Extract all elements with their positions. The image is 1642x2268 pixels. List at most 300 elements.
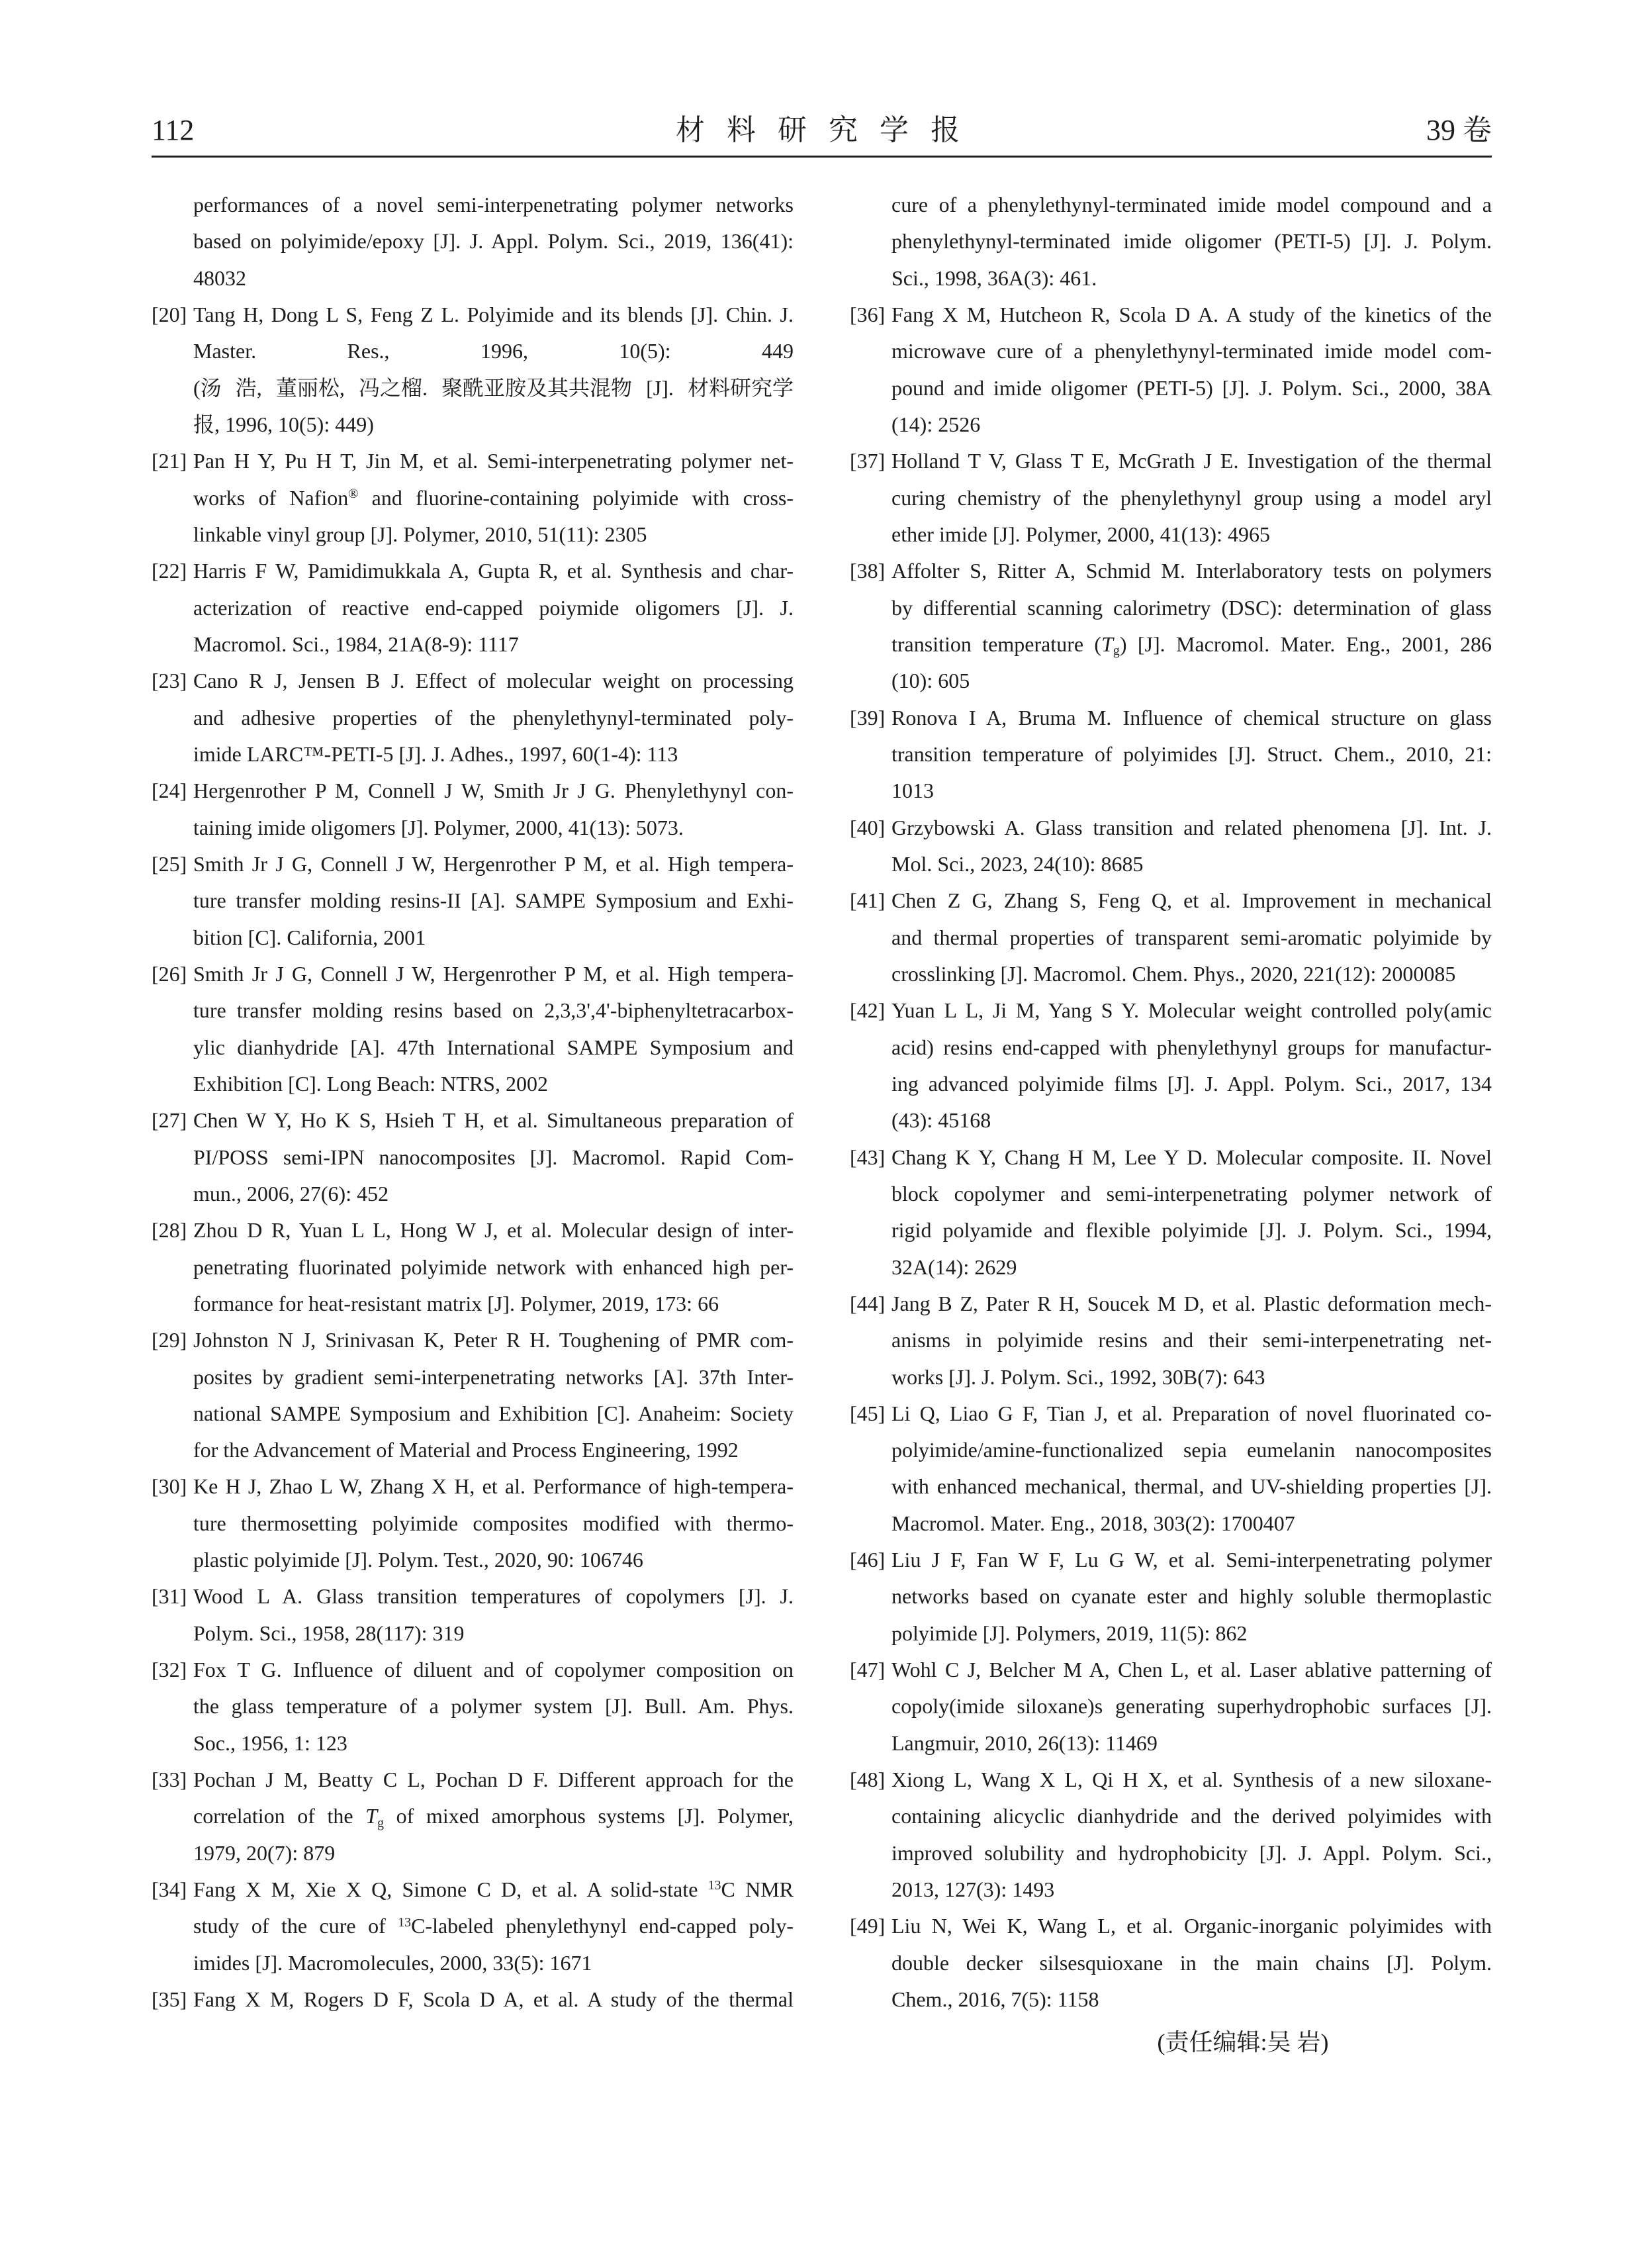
reference-line-text: Pan H Y, Pu H T, Jin M, et al. Semi-interpenetrating polymer net- <box>193 449 794 473</box>
reference-line <box>850 480 1492 516</box>
reference-line <box>850 1139 1492 1176</box>
reference-line-text: microwave cure of a phenylethynyl-terminated imide model com- <box>891 339 1492 363</box>
reference-line-box <box>891 480 1492 516</box>
reference-line-box <box>891 920 1492 956</box>
reference-line-text: Affolter S, Ritter A, Schmid M. Interlaboratory tests on polymers <box>891 559 1492 583</box>
reference-line-text: Johnston N J, Srinivasan K, Peter R H. Toughening of PMR com- <box>193 1328 794 1352</box>
header-rule <box>152 156 1492 158</box>
reference-line <box>152 920 794 956</box>
reference-line-box <box>193 1029 794 1066</box>
volume-label: 39 卷 <box>1426 114 1492 146</box>
reference-number: [25] <box>152 851 187 876</box>
reference-line-box <box>193 1652 794 1688</box>
reference-line <box>152 1029 794 1066</box>
reference-line-text: Fang X M, Hutcheon R, Scola D A. A study of the kinetics of the <box>891 302 1492 326</box>
reference-line-box <box>891 370 1492 406</box>
reference-line-text: Soc., 1956, 1: 123 <box>193 1730 347 1755</box>
superscript: 13 <box>398 1914 412 1930</box>
reference-line <box>152 1249 794 1286</box>
reference-line <box>152 700 794 736</box>
reference-line <box>850 553 1492 589</box>
reference-line-text: ylic dianhydride [A]. 47th International SAMPE Symposium and <box>193 1035 794 1059</box>
reference-line-box <box>193 1871 794 1908</box>
reference-line-text: and thermal properties of transparent semi-aromatic polyimide by <box>891 925 1492 949</box>
reference-line-text: imides [J]. Macromolecules, 2000, 33(5): 1671 <box>193 1950 592 1975</box>
reference-number: [48] <box>850 1768 886 1792</box>
reference-line <box>850 1359 1492 1395</box>
reference-line-box <box>193 1688 794 1725</box>
reference-line-text: containing alicyclic dianhydride and the derived polyimides with <box>891 1804 1492 1828</box>
reference-line <box>152 223 794 260</box>
reference-line-text: acid) resins end-capped with phenylethynyl groups for manufactur- <box>891 1035 1492 1059</box>
reference-line-box <box>891 1176 1492 1212</box>
reference-line <box>850 882 1492 919</box>
reference-line <box>850 370 1492 406</box>
reference-number: [42] <box>850 998 886 1023</box>
reference-line <box>850 1395 1492 1432</box>
reference-line <box>850 1212 1492 1249</box>
reference-line <box>152 1542 794 1578</box>
superscript: 13 <box>707 1878 721 1893</box>
reference-line <box>850 1688 1492 1725</box>
italic-symbol: T <box>1101 632 1113 656</box>
reference-line-box <box>891 773 1492 809</box>
reference-line-text: Grzybowski A. Glass transition and related phenomena [J]. Int. J. <box>891 815 1492 839</box>
reference-line <box>152 260 794 297</box>
reference-line <box>152 1322 794 1358</box>
reference-number: [22] <box>152 559 187 583</box>
reference-line-text: Liu J F, Fan W F, Lu G W, et al. Semi-interpenetrating polymer <box>891 1548 1492 1572</box>
reference-line-text: Ke H J, Zhao L W, Zhang X H, et al. Performance of high-tempera- <box>193 1474 794 1499</box>
reference-line <box>152 846 794 882</box>
reference-line-box <box>193 663 794 699</box>
reference-line <box>152 882 794 919</box>
reference-line <box>850 443 1492 479</box>
reference-line <box>152 736 794 773</box>
reference-line <box>152 1688 794 1725</box>
reference-line-box <box>891 1432 1492 1468</box>
reference-line-text: Fang X M, Rogers D F, Scola D A, et al. A study of the thermal <box>193 1987 794 2012</box>
reference-line-box <box>891 1762 1492 1798</box>
reference-line-box <box>891 1029 1492 1066</box>
reference-number: [46] <box>850 1548 886 1572</box>
reference-line-text: 1013 <box>891 779 934 803</box>
reference-line <box>850 1286 1492 1322</box>
reference-line <box>152 406 794 443</box>
reference-line <box>850 1249 1492 1286</box>
reference-line-text: 报, 1996, 10(5): 449) <box>193 412 374 436</box>
reference-line-box <box>891 406 1492 443</box>
reference-line <box>152 956 794 992</box>
reference-line-box <box>193 736 794 773</box>
reference-number: [20] <box>152 302 187 326</box>
reference-line-box <box>891 297 1492 333</box>
reference-line-text: Smith Jr J G, Connell J W, Hergenrother P M, et al. High tempera- <box>193 961 794 986</box>
reference-line-box <box>193 370 794 406</box>
reference-line-box <box>891 516 1492 553</box>
reference-line-box <box>891 882 1492 919</box>
reference-line-text: performances of a novel semi-interpenetrating polymer networks <box>193 193 794 216</box>
reference-line-text: bition [C]. California, 2001 <box>193 925 426 949</box>
reference-line-text: ture transfer molding resins based on 2,3,3',4'-biphenyltetracarbox- <box>193 998 794 1023</box>
reference-line-text: Chang K Y, Chang H M, Lee Y D. Molecular composite. II. Novel <box>891 1145 1492 1169</box>
reference-line <box>850 1176 1492 1212</box>
reference-line-box <box>891 553 1492 589</box>
reference-line-text: Harris F W, Pamidimukkala A, Gupta R, et al. Synthesis and char- <box>193 559 794 583</box>
reference-line <box>850 1029 1492 1066</box>
reference-line-text: Mol. Sci., 2023, 24(10): 8685 <box>891 851 1144 876</box>
reference-line-text: formance for heat-resistant matrix [J]. Polymer, 2019, 173: 66 <box>193 1291 719 1315</box>
reference-line-box <box>193 590 794 626</box>
reference-line <box>152 516 794 553</box>
reference-line-box <box>891 1468 1492 1505</box>
reference-line-box <box>891 1322 1492 1358</box>
reference-number: [45] <box>850 1401 886 1425</box>
reference-line-box <box>891 1066 1492 1102</box>
italic-symbol: T <box>365 1804 378 1828</box>
reference-line-text: national SAMPE Symposium and Exhibition [C]. Anaheim: Society <box>193 1401 794 1425</box>
reference-line <box>152 1359 794 1395</box>
reference-line-box <box>891 187 1492 223</box>
reference-line-text: Master. Res., 1996, 10(5): 449 <box>193 339 794 363</box>
reference-number: [30] <box>152 1474 187 1499</box>
reference-line-box <box>193 882 794 919</box>
reference-line-box <box>193 1798 794 1834</box>
reference-line-text: linkable vinyl group [J]. Polymer, 2010, 51(11): 2305 <box>193 522 647 546</box>
reference-line <box>850 406 1492 443</box>
reference-line-text: Hergenrother P M, Connell J W, Smith Jr J G. Phenylethynyl con- <box>193 779 794 803</box>
reference-line-text: acterization of reactive end-capped poiymide oligomers [J]. J. <box>193 595 794 620</box>
reference-line <box>152 1578 794 1615</box>
reference-line-text: Fox T G. Influence of diluent and of copolymer composition on <box>193 1658 794 1682</box>
reference-line <box>152 1212 794 1249</box>
reference-number: [43] <box>850 1145 886 1169</box>
reference-line-box <box>891 260 1492 297</box>
reference-line <box>850 1066 1492 1102</box>
reference-line <box>152 626 794 663</box>
reference-line-text: Cano R J, Jensen B J. Effect of molecular weight on processing <box>193 669 794 693</box>
reference-line <box>850 187 1492 223</box>
reference-line <box>152 333 794 369</box>
reference-line <box>152 1762 794 1798</box>
reference-line-text: Chem., 2016, 7(5): 1158 <box>891 1987 1099 2012</box>
reference-line-text: Macromol. Sci., 1984, 21A(8-9): 1117 <box>193 632 519 656</box>
reference-line-box <box>891 1395 1492 1432</box>
reference-line-text: Zhou D R, Yuan L L, Hong W J, et al. Molecular design of inter- <box>193 1218 794 1243</box>
reference-line-text: block copolymer and semi-interpenetrating polymer network of <box>891 1181 1492 1205</box>
reference-line <box>850 1432 1492 1468</box>
reference-number: [38] <box>850 559 886 583</box>
reference-line-text: rigid polyamide and flexible polyimide [J]. J. Polym. Sci., 1994, <box>891 1218 1492 1243</box>
reference-line-text: polyimide [J]. Polymers, 2019, 11(5): 862 <box>891 1621 1248 1645</box>
reference-line <box>152 1176 794 1212</box>
reference-number: [49] <box>850 1914 886 1938</box>
reference-line-box <box>193 1432 794 1468</box>
reference-line-box <box>193 1981 794 2018</box>
text-run: correlation of the <box>193 1804 366 1828</box>
reference-line <box>152 992 794 1029</box>
reference-line-text: cure of a phenylethynyl-terminated imide model compound and a <box>891 193 1492 216</box>
text-run: C NMR <box>721 1877 794 1902</box>
reference-line-text: ether imide [J]. Polymer, 2000, 41(13): 4965 <box>891 522 1270 546</box>
reference-line <box>152 1871 794 1908</box>
reference-line-text: Polym. Sci., 1958, 28(117): 319 <box>193 1621 465 1645</box>
reference-line-text: 2013, 127(3): 1493 <box>891 1877 1055 1902</box>
reference-line <box>152 1468 794 1505</box>
reference-line-box <box>891 736 1492 773</box>
reference-line-box <box>891 1908 1492 1944</box>
reference-line-box <box>193 333 794 369</box>
reference-line-text: Macromol. Mater. Eng., 2018, 303(2): 1700407 <box>891 1511 1295 1535</box>
reference-number: [34] <box>152 1877 187 1902</box>
reference-line-text: copoly(imide siloxane)s generating superhydrophobic surfaces [J]. <box>891 1694 1492 1719</box>
reference-number: [41] <box>850 888 886 913</box>
reference-line-text: curing chemistry of the phenylethynyl group using a model aryl <box>891 485 1492 510</box>
reference-line-text: networks based on cyanate ester and highly soluble thermoplastic <box>891 1584 1492 1609</box>
reference-number: [36] <box>850 302 886 326</box>
reference-line-box <box>193 1102 794 1139</box>
reference-number: [40] <box>850 815 886 839</box>
reference-line <box>152 1066 794 1102</box>
reference-line-text: Wood L A. Glass transition temperatures of copolymers [J]. J. <box>193 1584 794 1609</box>
reference-line <box>152 773 794 809</box>
reference-line-text: mun., 2006, 27(6): 452 <box>193 1181 389 1205</box>
reference-line-box <box>891 1578 1492 1615</box>
superscript: ® <box>348 486 359 501</box>
reference-line <box>850 297 1492 333</box>
reference-line <box>850 920 1492 956</box>
reference-line-text: Li Q, Liao G F, Tian J, et al. Preparation of novel fluorinated co- <box>891 1401 1492 1425</box>
reference-line-text: anisms in polyimide resins and their semi-interpenetrating net- <box>891 1328 1492 1352</box>
reference-line-text: phenylethynyl-terminated imide oligomer (PETI-5) [J]. J. Polym. <box>891 229 1492 254</box>
reference-line-text: (汤 浩, 董丽松, 冯之榴. 聚酰亚胺及其共混物 [J]. 材料研究学 <box>193 375 794 400</box>
responsible-editor-note: (责任编辑:吴 岩) <box>1157 2029 1329 2055</box>
reference-line-box <box>193 1615 794 1652</box>
reference-line-box <box>193 1359 794 1395</box>
reference-line <box>850 810 1492 846</box>
reference-line-box <box>193 443 794 479</box>
reference-line <box>850 956 1492 992</box>
reference-line <box>152 1652 794 1688</box>
reference-line-box <box>891 1505 1492 1542</box>
reference-line <box>850 1615 1492 1652</box>
reference-line-text <box>193 480 794 516</box>
reference-number: [28] <box>152 1218 187 1243</box>
reference-line-text: penetrating fluorinated polyimide network with enhanced high per- <box>193 1254 794 1279</box>
reference-column-right <box>850 187 1492 2018</box>
reference-line-box <box>193 992 794 1029</box>
reference-line-text: ture thermosetting polyimide composites modified with thermo- <box>193 1511 794 1535</box>
reference-line-box <box>891 1102 1492 1139</box>
reference-line-text: ture transfer molding resins-II [A]. SAMPE Symposium and Exhi- <box>193 888 794 913</box>
reference-line-box <box>891 1139 1492 1176</box>
reference-number: [44] <box>850 1291 886 1315</box>
reference-line-text: pound and imide oligomer (PETI-5) [J]. J. Polym. Sci., 2000, 38A <box>891 375 1492 400</box>
reference-line-box <box>193 1176 794 1212</box>
reference-number: [33] <box>152 1768 187 1792</box>
reference-line-box <box>891 1652 1492 1688</box>
reference-line-box <box>891 846 1492 882</box>
reference-line-text: Sci., 1998, 36A(3): 461. <box>891 265 1097 290</box>
reference-line-box <box>193 1578 794 1615</box>
reference-line <box>850 1468 1492 1505</box>
reference-line-box <box>891 810 1492 846</box>
reference-line-box <box>193 516 794 553</box>
text-run: study of the cure of <box>193 1914 398 1938</box>
reference-line-box <box>193 1249 794 1286</box>
reference-line-box <box>891 626 1492 663</box>
journal-title: 材 料 研 究 学 报 <box>676 114 967 146</box>
reference-line <box>850 1505 1492 1542</box>
reference-line-box <box>891 663 1492 699</box>
reference-line-text: PI/POSS semi-IPN nanocomposites [J]. Macromol. Rapid Com- <box>193 1145 794 1169</box>
reference-line-box <box>193 480 794 516</box>
reference-line-text: Holland T V, Glass T E, McGrath J E. Investigation of the thermal <box>891 449 1492 473</box>
reference-line <box>850 1835 1492 1871</box>
reference-line-box <box>193 1762 794 1798</box>
reference-line-text: Wohl C J, Belcher M A, Chen L, et al. Laser ablative patterning of <box>891 1658 1492 1682</box>
reference-line-box <box>193 920 794 956</box>
reference-line-text: based on polyimide/epoxy [J]. J. Appl. Polym. Sci., 2019, 136(41): <box>193 229 794 254</box>
reference-line <box>152 1395 794 1432</box>
reference-line <box>850 626 1492 663</box>
reference-line <box>152 1286 794 1322</box>
reference-number: [32] <box>152 1658 187 1682</box>
reference-line-text: posites by gradient semi-interpenetrating networks [A]. 37th Inter- <box>193 1364 794 1389</box>
text-run: transition temperature ( <box>891 632 1102 656</box>
reference-line-text: (10): 605 <box>891 669 970 693</box>
reference-number: [23] <box>152 669 187 693</box>
reference-line-box <box>193 1505 794 1542</box>
text-run: of mixed amorphous systems [J]. Polymer, <box>384 1804 794 1828</box>
reference-line-box <box>891 956 1492 992</box>
reference-line-box <box>891 1615 1492 1652</box>
reference-line-text: for the Advancement of Material and Process Engineering, 1992 <box>193 1438 739 1462</box>
reference-line <box>152 1798 794 1834</box>
reference-number: [37] <box>850 449 886 473</box>
reference-line-box <box>891 1835 1492 1871</box>
reference-line-box <box>193 1286 794 1322</box>
reference-line-text: double decker silsesquioxane in the main chains [J]. Polym. <box>891 1950 1492 1975</box>
reference-line-text: Chen W Y, Ho K S, Hsieh T H, et al. Simultaneous preparation of <box>193 1108 794 1133</box>
reference-number: [35] <box>152 1987 187 2012</box>
reference-line <box>152 590 794 626</box>
reference-column-left <box>152 187 794 2018</box>
reference-line <box>152 1432 794 1468</box>
reference-line <box>850 1102 1492 1139</box>
reference-line-text: ing advanced polyimide films [J]. J. Appl. Polym. Sci., 2017, 134 <box>891 1071 1492 1096</box>
reference-line-box <box>193 297 794 333</box>
reference-line-box <box>193 1395 794 1432</box>
reference-line-text: Ronova I A, Bruma M. Influence of chemical structure on glass <box>891 705 1492 730</box>
text-run: ) [J]. Macromol. Mater. Eng., 2001, 286 <box>1119 632 1492 656</box>
reference-line <box>850 1798 1492 1834</box>
reference-line <box>152 1725 794 1762</box>
reference-line-text: by differential scanning calorimetry (DSC): determination of glass <box>891 595 1492 620</box>
reference-line <box>850 1871 1492 1908</box>
reference-line-text: plastic polyimide [J]. Polym. Test., 2020, 90: 106746 <box>193 1548 643 1572</box>
reference-line-text: works [J]. J. Polym. Sci., 1992, 30B(7): 643 <box>891 1364 1265 1389</box>
reference-line-text <box>193 1798 794 1834</box>
reference-line-text: with enhanced mechanical, thermal, and UV-shielding properties [J]. <box>891 1474 1492 1499</box>
reference-line <box>850 1652 1492 1688</box>
reference-line-box <box>891 1542 1492 1578</box>
reference-line-text: (43): 45168 <box>891 1108 991 1133</box>
reference-line-box <box>891 590 1492 626</box>
page-number: 112 <box>152 114 195 146</box>
reference-line-text: 48032 <box>193 265 246 290</box>
reference-number: [29] <box>152 1328 187 1352</box>
reference-line-text: taining imide oligomers [J]. Polymer, 2000, 41(13): 5073. <box>193 815 684 839</box>
subscript: g <box>1113 643 1120 659</box>
reference-line-box <box>891 1725 1492 1762</box>
reference-line-text: imide LARC™-PETI-5 [J]. J. Adhes., 1997, 60(1-4): 113 <box>193 741 678 766</box>
reference-line-box <box>193 1908 794 1944</box>
reference-line-text: Tang H, Dong L S, Feng Z L. Polyimide and its blends [J]. Chin. J. <box>193 302 794 326</box>
reference-line-text: and adhesive properties of the phenylethynyl-terminated poly- <box>193 705 794 730</box>
reference-line-box <box>193 773 794 809</box>
reference-number: [39] <box>850 705 886 730</box>
reference-line <box>152 370 794 406</box>
reference-line-box <box>891 1981 1492 2018</box>
text-run: Fang X M, Xie X Q, Simone C D, et al. A solid-state <box>193 1877 708 1902</box>
reference-line-box <box>193 1066 794 1102</box>
reference-line-box <box>193 187 794 223</box>
reference-line-box <box>193 553 794 589</box>
reference-line-box <box>193 700 794 736</box>
reference-line <box>850 700 1492 736</box>
reference-line-box <box>193 1835 794 1871</box>
reference-line-box <box>193 1322 794 1358</box>
reference-line <box>850 1578 1492 1615</box>
reference-line-text <box>193 1871 794 1908</box>
reference-line <box>850 1725 1492 1762</box>
reference-line <box>850 773 1492 809</box>
reference-line <box>152 1908 794 1944</box>
reference-line <box>152 1139 794 1176</box>
reference-line-text: the glass temperature of a polymer system [J]. Bull. Am. Phys. <box>193 1694 794 1719</box>
reference-line <box>850 1762 1492 1798</box>
reference-line <box>850 223 1492 260</box>
reference-line-box <box>193 1725 794 1762</box>
text-run: C-labeled phenylethynyl end-capped poly- <box>411 1914 794 1938</box>
reference-number: [27] <box>152 1108 187 1133</box>
reference-line <box>850 1981 1492 2018</box>
reference-line-box <box>891 1286 1492 1322</box>
reference-line-box <box>193 1139 794 1176</box>
reference-line <box>152 553 794 589</box>
reference-line <box>152 810 794 846</box>
reference-line <box>850 333 1492 369</box>
reference-number: [24] <box>152 779 187 803</box>
reference-line-box <box>193 1468 794 1505</box>
reference-line <box>850 590 1492 626</box>
reference-line <box>152 1981 794 2018</box>
reference-line-text: 1979, 20(7): 879 <box>193 1840 336 1865</box>
reference-line <box>152 1945 794 1981</box>
reference-line <box>850 1542 1492 1578</box>
reference-line <box>152 480 794 516</box>
reference-line <box>152 187 794 223</box>
reference-line-text: Xiong L, Wang X L, Qi H X, et al. Synthesis of a new siloxane- <box>891 1768 1492 1792</box>
text-run: works of Nafion <box>193 485 349 510</box>
reference-line-box <box>193 1542 794 1578</box>
reference-line <box>850 260 1492 297</box>
reference-line-box <box>891 700 1492 736</box>
reference-line-box <box>193 1212 794 1249</box>
subscript: g <box>377 1815 385 1830</box>
reference-line-text: (14): 2526 <box>891 412 981 436</box>
